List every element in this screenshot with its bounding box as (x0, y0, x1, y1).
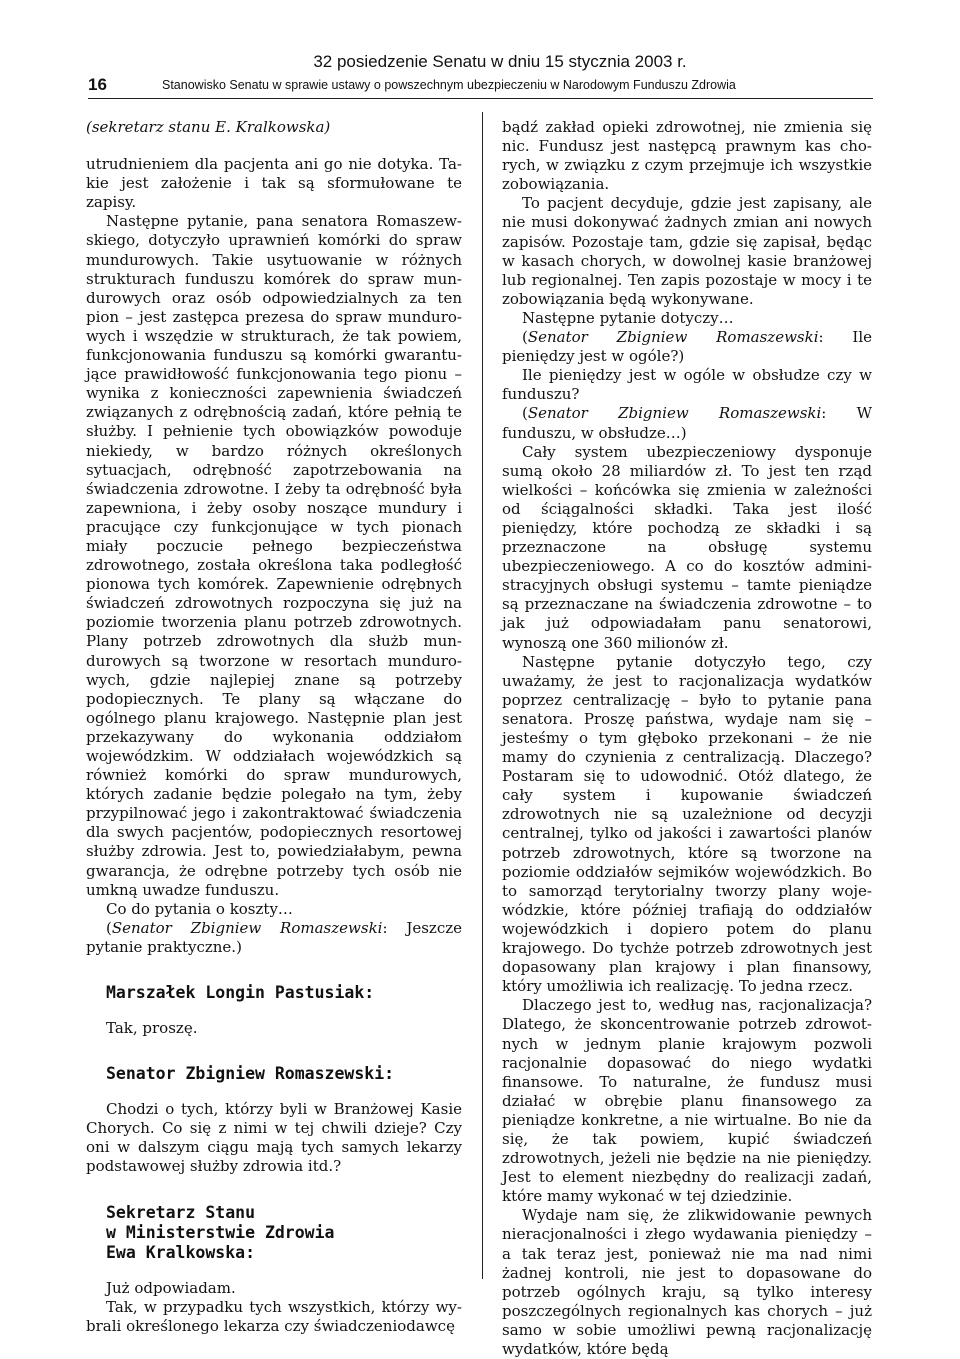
interjection-speaker: Senator Zbigniew Romaszewski (527, 328, 819, 347)
speaker-heading (106, 983, 462, 1003)
paragraph: Wydaje nam się, że zlikwidowanie pewnych nieracjonalności i złego wydawania pieniędzy – a tak teraz jest, ponieważ nie ma nad nimi żadnej kontroli, nie jest to dopasowane do potrzeb ogólnych kraju, są tylko interesy poszczególnych regionalnych kas chorych – już samo w sobie umożliwi pewną racjonalizację wydatków, które będą (502, 1206, 872, 1358)
paragraph: bądź zakład opieki zdrowotnej, nie zmienia się nic. Fundusz jest następcą prawnym kas chorych, w związku z czym przejmuje ich wszystkie zobowiązania. (502, 118, 872, 194)
session-title: 32 posiedzenie Senatu w dniu 15 stycznia 2003 r. (313, 52, 687, 71)
speaker-name: Ewa Kralkowska: (106, 1242, 256, 1262)
interjection: (Senator Zbigniew Romaszewski: Ile pieniędzy jest w ogóle?) (502, 328, 873, 366)
paragraph: Dlaczego jest to, według nas, racjonalizacja? Dlatego, że skoncentrowanie potrzeb zdrowotnych w jednym planie krajowym pozwoli racjonalnie dopasować do niego wydatki finansowe. To naturalne, że fundusz musi działać w obrębie planu finansowego za pieniądze konkretne, a nie wirtualne. Bo nie da się, że tak powiem, kupić świadczeń zdrowotnych, jeżeli nie będzie na nie pieniędzy. Jest to element niezbędny do realizacji zadań, które mamy wykonać w tej dziedzinie. (502, 996, 872, 1206)
interjection-text: : W funduszu, w obsłudze…) (502, 404, 872, 442)
paragraph: Co do pytania o koszty… (106, 899, 293, 918)
interjection-speaker: Senator Zbigniew Romaszewski (111, 918, 383, 937)
paragraph: Tak, proszę. (106, 1019, 198, 1038)
speaker-name: Marszałek Longin Pastusiak: (106, 983, 375, 1003)
section-subtitle: Stanowisko Senatu w sprawie ustawy o powszechnym ubezpieczeniu w Narodowym Funduszu Zdrowia (162, 78, 736, 92)
speaker-title-line: Sekretarz Stanu (106, 1202, 256, 1222)
paragraph: Już odpowiadam. (106, 1278, 236, 1297)
paragraph: To pacjent decyduje, gdzie jest zapisany, ale nie musi dokonywać żadnych zmian ani nowych zapisów. Pozostaje tam, gdzie się zapisał, będąc w kasach chorych, w dowolnej kasie branżowej lub regionalnej. Ten zapis pozostaje w mocy i te zobowiązania będą wykonywane. (502, 194, 872, 308)
column-divider (482, 112, 483, 1279)
paragraph: Tak, w przypadku tych wszystkich, którzy wybrali określonego lekarza czy świadczeniodawcę (86, 1297, 462, 1335)
interjection: (Senator Zbigniew Romaszewski: Jeszcze pytanie praktyczne.) (86, 918, 463, 956)
page-number: 16 (88, 75, 107, 94)
paragraph: Ile pieniędzy jest w ogóle w obsłudze czy w funduszu? (502, 366, 872, 404)
paragraph: Cały system ubezpieczeniowy dysponuje sumą około 28 miliardów zł. To jest ten rząd wielkości – końcówka się zmienia w zależności od ściągalności składki. Taka jest ilość pieniędzy, które pochodzą ze składki i są przeznaczone na obsługę systemu ubezpieczeniowego. A co do kosztów administracyjnych obsługi systemu – tamte pieniądze są przeznaczane na świadczenia zdrowotne – to jak już odpowiadałam panu senatorowi, wynoszą one 360 milionów zł. (502, 442, 872, 652)
paragraph: Następne pytanie dotyczy… (522, 308, 734, 327)
interjection-speaker: Senator Zbigniew Romaszewski (527, 404, 822, 423)
speaker-heading (106, 1203, 462, 1263)
paragraph: Następne pytanie dotyczyło tego, czy uważamy, że jest to racjonalizacja wydatków poprzez centralizację – było to pytanie pana senatora. Proszę państwa, wydaje nam się – jesteśmy o tym głęboko przekonani – że nie mamy do czynienia z centralizacją. Dlaczego? Postaram się to udowodnić. Otóż dlatego, że cały system i kupowanie świadczeń zdrowotnych nie są uzależnione od decyzji centralnej, tylko od jakości i zawartości planów potrzeb zdrowotnych, które są tworzone na poziomie oddziałów sejmików wojewódzkich. Bo to samorząd terytorialny tworzy plany wojewódzkie, które później trafiają do oddziałów wojewódzkich i dopiero potem do planu krajowego. Do tychże potrzeb zdrowotnych jest dopasowany plan krajowy i plan finansowy, który umożliwia ich realizację. To jedna rzecz. (502, 652, 872, 996)
interjection-text: : Ile pieniędzy jest w ogóle?) (502, 328, 873, 366)
right-column (502, 118, 872, 1359)
paragraph: Następne pytanie, pana senatora Romaszewskiego, dotyczyło uprawnień komórki do spraw mundurowych. Takie usytuowanie w różnych strukturach funduszu komórek do spraw mundurowych oraz osób odpowiedzialnych za ten pion – jest zastępca prezesa do spraw mundurowych i wszędzie w strukturach, że tak powiem, funkcjonowania funduszu są komórki gwarantujące prawidłowość funkcjonowania tego pionu – wynika z konieczności zapewnienia świadczeń związanych z odrębnością zadań, które pełnią te służby. I pełnienie tych obowiązków powoduje niekiedy, w bardzo różnych określonych sytuacjach, odrębność zapotrzebowania na świadczenia zdrowotne. I żeby ta odrębność była zapewniona, i żeby osoby noszące mundury i pracujące czy funkcjonujące w tych pionach miały poczucie pełnego bezpieczeństwa zdrowotnego, została określona taka podległość pionowa tych komórek. Zapewnienie odrębnych świadczeń zdrowotnych rozpoczyna się już na poziomie tworzenia planu potrzeb zdrowotnych. Plany potrzeb zdrowotnych dla służb mundurowych są tworzone w resortach mundurowych, gdzie najlepiej znane są potrzeby podopiecznych. Te plany są włączane do ogólnego planu krajowego. Następnie plan jest przekazywany do wykonania oddziałom wojewódzkim. W oddziałach wojewódzkich są również komórki do spraw mundurowych, których zadanie będzie polegało na tym, żeby przypilnować jego i zakontraktować świadczenia dla swych pacjentów, podopiecznych resortowej służby zdrowia. Jest to, powiedziałabym, pewna gwarancja, że odrębne potrzeby tych osób nie umkną uwadze funduszu. (86, 212, 462, 899)
paragraph: Chodzi o tych, którzy byli w Branżowej Kasie Chorych. Co się z nimi w tej chwili dzieje? Czy oni w dalszym ciągu mają tych samych lekarzy podstawowej służby zdrowia itd.? (86, 1100, 462, 1176)
header-divider (88, 98, 873, 99)
left-column (86, 118, 462, 1336)
speaker-name: Senator Zbigniew Romaszewski: (106, 1064, 395, 1084)
speaker-heading (106, 1064, 462, 1084)
interjection-text: : Jeszcze pytanie praktyczne.) (86, 918, 463, 956)
paragraph: utrudnieniem dla pacjenta ani go nie dotyka. Takie jest założenie i tak są sformułowane te zapisy. (86, 155, 462, 212)
interjection: (Senator Zbigniew Romaszewski: W funduszu, w obsłudze…) (502, 404, 872, 442)
speaker-context-note: (sekretarz stanu E. Kralkowska) (86, 118, 331, 136)
speaker-title-line: w Ministerstwie Zdrowia (106, 1222, 335, 1242)
